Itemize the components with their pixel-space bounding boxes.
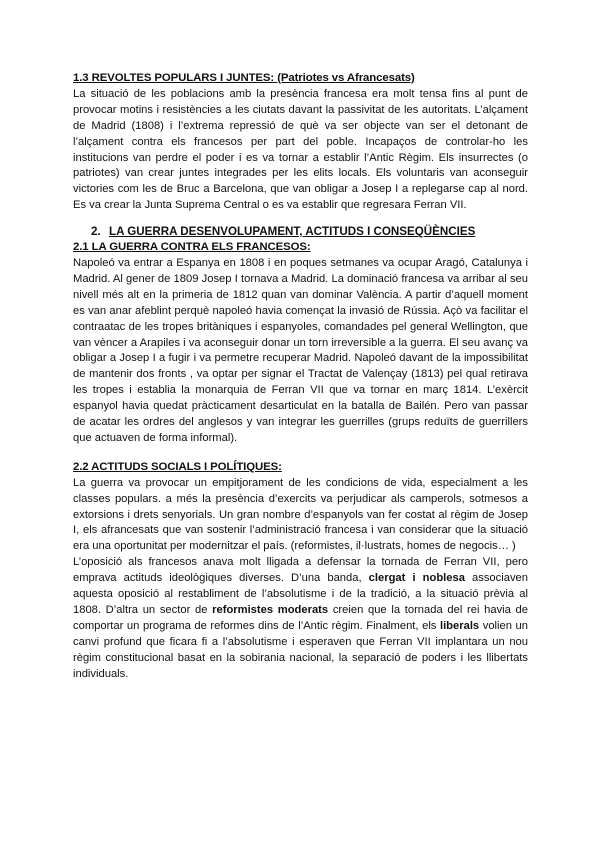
- paragraph-text: creien que la tornada del rei havia de comportar un programa de reformes dins de l’Antic règim. Finalment, els: [73, 604, 529, 632]
- section-2-title: LA GUERRA DESENVOLUPAMENT, ACTITUDS I CONSEQÜÈNCIES: [109, 225, 476, 239]
- paragraph-text: associaven aquesta oposició al restabliment de l’absolutisme i de la tradició, a la situació prèvia al 1808. D’altra un sector de: [73, 572, 528, 616]
- paragraph-text: volien un canvi profund que ficara fi a l’absolutisme i esperaven que Ferran VII implantara un nou règim constitucional basat en la sobirania nacional, la separació de poders i les llibertats individuals.: [73, 619, 528, 680]
- section-2-number: 2.: [91, 225, 101, 239]
- document-page: [73, 71, 528, 683]
- emphasis-clergy-nobility: clergat i noblesa: [368, 572, 465, 585]
- section-1-3-heading: 1.3 REVOLTES POPULARS I JUNTES: (Patriotes vs Afrancesats): [73, 72, 415, 84]
- spacer: [73, 447, 528, 460]
- section-2-2-paragraph-1: La guerra va provocar un empitjorament de les condicions de vida, especialment a les classes populars. a més la presència d’exercits va perjudicar als camperols, sotmesos a extorsions i drets senyorials. Un gran nombre d’espanyols van fer costat al règim de Josep I, els afrancesats que van sostenir l’administració francesa i van considerar que la situació era una oportunitat per modernitzar el país. (reformistes, il·lustrats, homes de negocis… ): [73, 476, 528, 553]
- paragraph-text: L’oposició als francesos anava molt lligada a defensar la tornada de Ferran VII, pero emprava actituds ideològiques diverses. D’una banda,: [73, 556, 528, 585]
- section-2-2-paragraph-2: [73, 555, 528, 682]
- section-2-heading: [73, 224, 528, 240]
- spacer: [73, 214, 528, 224]
- section-2-1-paragraph: Napoleó va entrar a Espanya en 1808 i en poques setmanes va ocupar Aragó, Catalunya i Madrid. Al gener de 1809 Josep I tornava a Madrid. La dominació francesa va arribar al seu nivell més alt en la primeria de 1812 quan van dominar València. A partir d’aquell moment es van anar afeblint perquè napoleó havia començat la invasió de Rússia. Açò va facilitar el contraatac de les tropes britàniques i espanyoles, comandades pel general Wellington, que van vèncer a Arapiles i va aconseguir donar un torn irreversible a la guerra. El seu avanç va obligar a Josep I a fugir i va permetre recuperar Madrid. Napoleó davant de la impossibilitat de mantenir dos fronts , va optar per signar el Tractat de Valençay (1813) pel qual retirava les tropes i establia la monarquia de Ferran VII que va tornar en març 1814. L’exèrcit espanyol havia quedat pràcticament desarticulat en la batalla de Bailén. Pero van passar de acatar les ordres del anglesos y van integrar les guerrilles (grups reduïts de guerrillers que actuaven de forma informal).: [73, 256, 528, 444]
- section-1-3-paragraph: La situació de les poblacions amb la presència francesa era molt tensa fins al punt de provocar motins i resistències a les ciutats davant la passivitat de les autoritats. L’alçament de Madrid (1808) i l’extrema repressió de què va ser objecte van ser el detonant de l’alçament contra els francesos per part del poble. Incapaços de controlar-ho les institucions van perdre el poder i es va tornar a establir l’Antic Règim. Els insurrectes (o patriotes) van crear juntes integrades per les elits locals. Els voluntaris van aconseguir victories com les de Bruc a Barcelona, que van obligar a Josep I a replegarse cap al nord. Es va crear la Junta Suprema Central o es va establir que regresara Ferran VII.: [73, 87, 528, 212]
- section-2-2-heading: 2.2 ACTITUDS SOCIALS I POLÍTIQUES:: [73, 460, 282, 473]
- emphasis-liberals: liberals: [439, 619, 480, 632]
- section-2-1-heading: 2.1 LA GUERRA CONTRA ELS FRANCESOS:: [73, 241, 311, 254]
- emphasis-moderate-reformists: reformistes moderats: [212, 604, 329, 616]
